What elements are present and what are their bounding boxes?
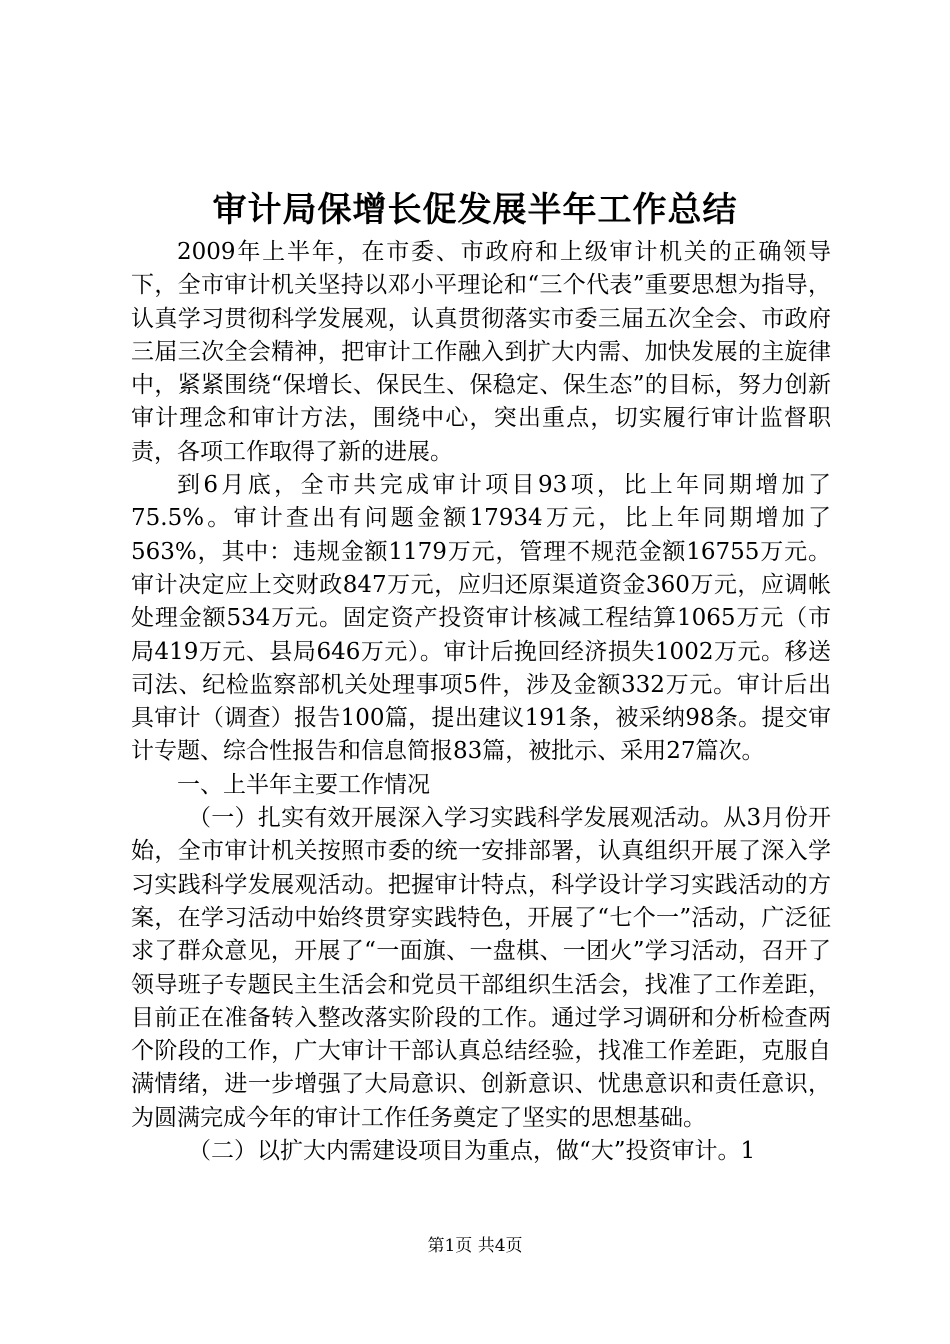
paragraph-section-1: （一）扎实有效开展深入学习实践科学发展观活动。从3月份开始，全市审计机关按照市委的统一安排部署，认真组织开展了深入学习实践科学发展观活动。把握审计特点，科学设计学习实践活动的方案，在学习活动中始终贯穿实践特色，开展了“七个一”活动，广泛征求了群众意见，开展了“一面旗、一盘棋、一团火”学习活动，召开了领导班子专题民主生活会和党员干部组织生活会，找准了工作差距，目前正在准备转入整改落实阶段的工作。通过学习调研和分析检查两个阶段的工作，广大审计干部认真总结经验，找准工作差距，克服自满情绪，进一步增强了大局意识、创新意识、忧患意识和责任意识，为圆满完成今年的审计工作任务奠定了坚实的思想基础。 [131, 805, 831, 1131]
section-heading: 一、上半年主要工作情况 [177, 771, 430, 798]
paragraph-section-2: （二）以扩大内需建设项目为重点，做“大”投资审计。1 [188, 1138, 756, 1165]
document-title: 审计局保增长促发展半年工作总结 [212, 190, 738, 230]
document-body [131, 236, 831, 1168]
page-footer: 第1页 共4页 [427, 1236, 523, 1256]
paragraph-statistics: 到6月底，全市共完成审计项目93项，比上年同期增加了75.5%。审计查出有问题金额17934万元，比上年同期增加了563%，其中：违规金额1179万元，管理不规范金额16755万元。审计决定应上交财政847万元，应归还原渠道资金360万元，应调帐处理金额534万元。固定资产投资审计核减工程结算1065万元（市局419万元、县局646万元）。审计后挽回经济损失1002万元。移送司法、纪检监察部机关处理事项5件，涉及金额332万元。审计后出具审计（调查）报告100篇，提出建议191条，被采纳98条。提交审计专题、综合性报告和信息简报83篇，被批示、采用27篇次。 [131, 472, 831, 765]
paragraph-intro: 2009年上半年，在市委、市政府和上级审计机关的正确领导下，全市审计机关坚持以邓小平理论和“三个代表”重要思想为指导，认真学习贯彻科学发展观，认真贯彻落实市委三届五次全会、市政府三届三次全会精神，把审计工作融入到扩大内需、加快发展的主旋律中，紧紧围绕“保增长、保民生、保稳定、保生态”的目标，努力创新审计理念和审计方法，围绕中心，突出重点，切实履行审计监督职责，各项工作取得了新的进展。 [131, 239, 831, 465]
